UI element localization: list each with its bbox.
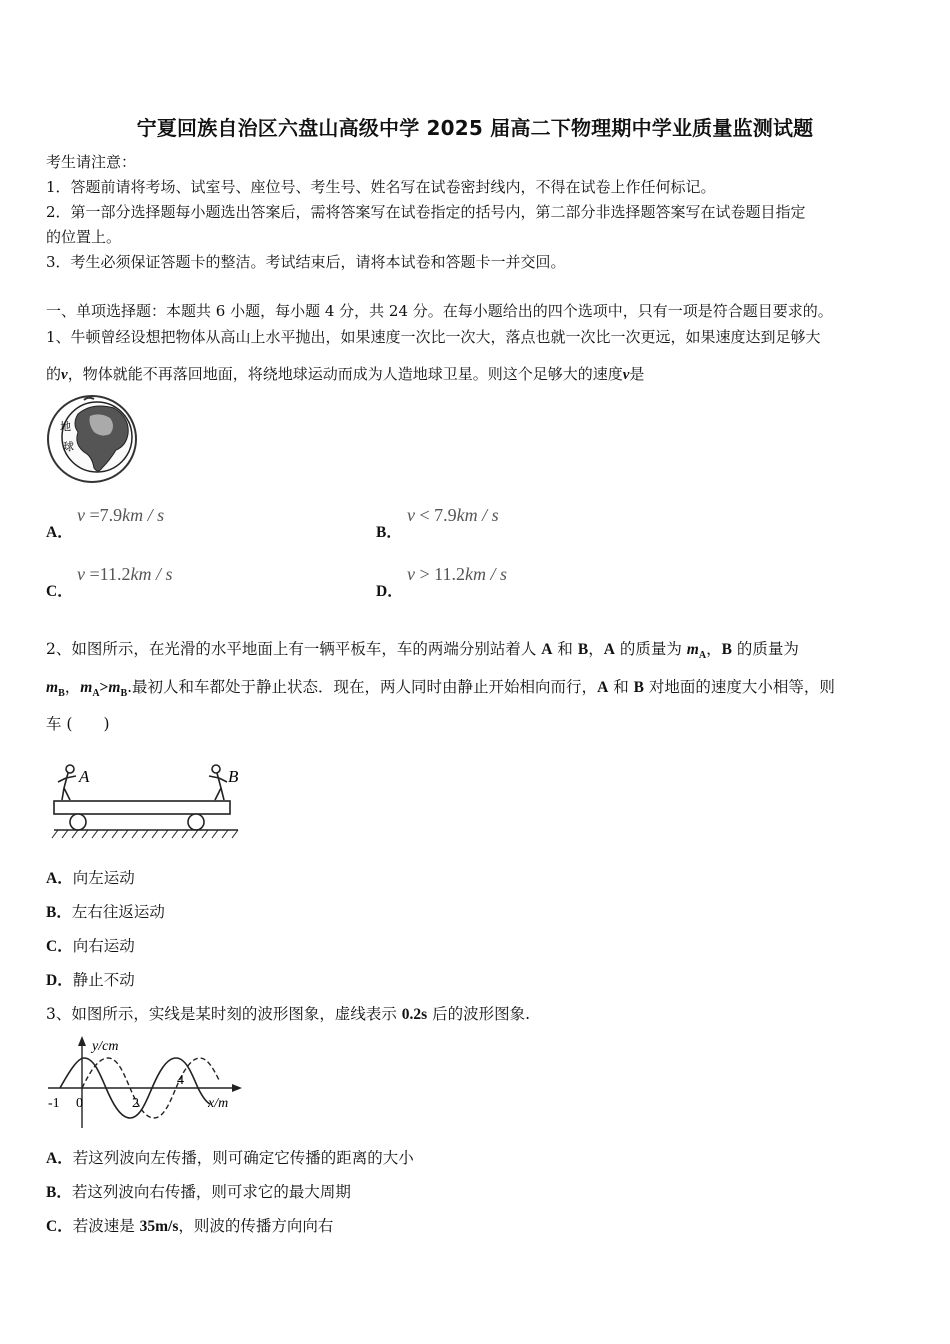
y-axis-label: y/cm xyxy=(92,1039,119,1054)
notice-heading: 考生请注意： xyxy=(46,153,137,171)
cart-figure xyxy=(50,760,245,848)
section-heading: 一、单项选择题：本题共 6 小题，每小题 4 分，共 24 分。在每小题给出的四个选项中，只有一项是符合题目要求的。 xyxy=(46,302,833,320)
q1-option-a-letter: A． xyxy=(46,524,73,541)
person-a-icon xyxy=(58,765,76,800)
q2-line3: 车 ( ) xyxy=(46,715,110,733)
q3-option-a[interactable]: A．若这列波向左传播，则可确定它传播的距离的大小 xyxy=(46,1149,414,1167)
wheel-left xyxy=(70,814,86,830)
notice-item-1: 1．答题前请将考场、试室号、座位号、考生号、姓名写在试卷密封线内，不得在试卷上作任何标记。 xyxy=(46,178,716,196)
q3-option-b[interactable]: B．若这列波向右传播，则可求它的最大周期 xyxy=(46,1183,351,1201)
label-a: A xyxy=(79,767,90,786)
wave-figure xyxy=(42,1030,247,1130)
x-axis-arrow-icon xyxy=(232,1084,242,1092)
q1-line1: 1、牛顿曾经设想把物体从高山上水平抛出，如果速度一次比一次大，落点也就一次比一次更远，如果速度达到足够大 xyxy=(46,328,821,346)
q1-option-d[interactable]: v > 11.2km / s xyxy=(407,564,507,584)
q2-option-c[interactable]: C．向右运动 xyxy=(46,937,135,955)
q1-option-c[interactable]: v =11.2km / s xyxy=(77,564,173,584)
earth-figure xyxy=(44,394,144,486)
notice-item-2-cont: 的位置上。 xyxy=(46,228,122,246)
earth-label-2: 球 xyxy=(63,441,74,453)
q3-option-c[interactable]: C．若波速是 35m/s，则波的传播方向向右 xyxy=(46,1217,334,1235)
cart-plank xyxy=(54,801,230,814)
tick-0: 0 xyxy=(76,1096,83,1111)
tick-minus1: -1 xyxy=(48,1096,60,1111)
q2-option-b[interactable]: B．左右往返运动 xyxy=(46,903,165,921)
x-axis-label: x/m xyxy=(208,1096,229,1111)
q3-line1: 3、如图所示，实线是某时刻的波形图象，虚线表示 0.2s 后的波形图象. xyxy=(46,1005,531,1023)
q2-line2: $m_B$，$m_A>m_B$.最初人和车都处于静止状态．现在，两人同时由静止开始相向而行，A 和 B 对地面的速度大小相等，则 xyxy=(46,678,835,700)
label-b: B xyxy=(228,767,239,786)
earth-label-1: 地 xyxy=(60,421,71,433)
q2-line1: 2、如图所示，在光滑的水平地面上有一辆平板车，车的两端分别站着人 A 和 B，A 的质量为 $m_A$，B 的质量为 xyxy=(46,640,799,662)
page-title: 宁夏回族自治区六盘山高级中学 2025 届高二下物理期中学业质量监测试题 xyxy=(136,116,814,140)
notice-item-2: 2．第一部分选择题每小题选出答案后，需将答案写在试卷指定的括号内，第二部分非选择题答案写在试卷题目指定 xyxy=(46,203,806,221)
tick-2: 2 xyxy=(132,1096,139,1111)
q2-option-a[interactable]: A．向左运动 xyxy=(46,869,135,887)
notice-item-3: 3．考生必须保证答题卡的整洁。考试结束后，请将本试卷和答题卡一并交回。 xyxy=(46,253,566,271)
q1-option-b[interactable]: v < 7.9km / s xyxy=(407,505,499,525)
q2-option-d[interactable]: D．静止不动 xyxy=(46,971,135,989)
y-axis-arrow-icon xyxy=(78,1036,86,1046)
q1-line2: 的v，物体就能不再落回地面，将绕地球运动而成为人造地球卫星。则这个足够大的速度v是 xyxy=(46,365,645,383)
q1-option-c-letter: C． xyxy=(46,583,73,600)
ground-hatch xyxy=(52,830,238,838)
q1-option-b-letter: B． xyxy=(376,524,402,541)
tick-4: 4 xyxy=(177,1073,184,1088)
person-b-icon xyxy=(209,765,227,800)
wheel-right xyxy=(188,814,204,830)
q1-option-a[interactable]: v =7.9km / s xyxy=(77,505,165,525)
q1-option-d-letter: D． xyxy=(376,583,403,600)
